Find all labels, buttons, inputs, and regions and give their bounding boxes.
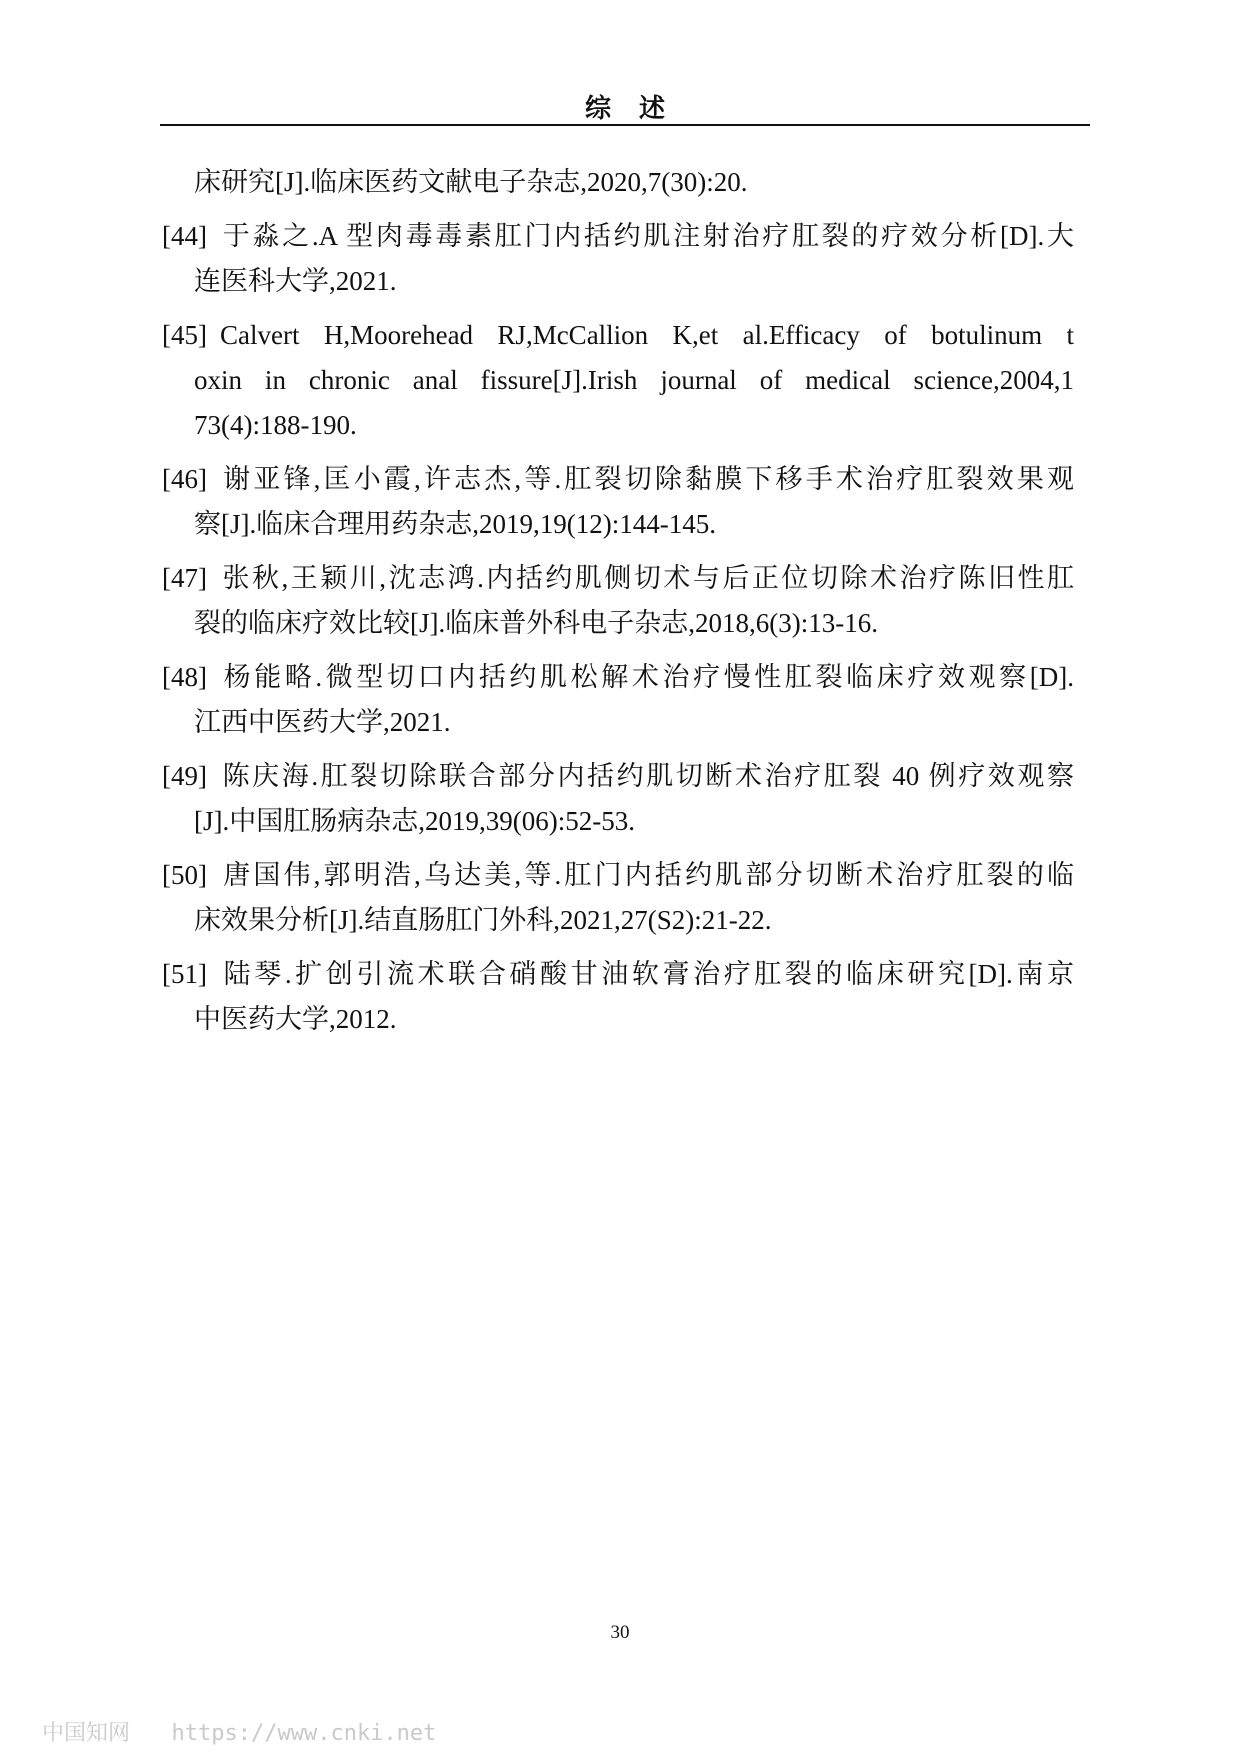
reference-line: 裂的临床疗效比较[J].临床普外科电子杂志,2018,6(3):13-16. bbox=[194, 608, 878, 638]
reference-line: 中医药大学,2012. bbox=[194, 1004, 397, 1034]
reference-continuation: 床研究[J].临床医药文献电子杂志,2020,7(30):20. bbox=[194, 167, 748, 197]
reference-line: 73(4):188-190. bbox=[194, 410, 357, 440]
reference-line: [J].中国肛肠病杂志,2019,39(06):52-53. bbox=[194, 806, 635, 836]
reference-number: [45] bbox=[162, 320, 207, 350]
reference-line bbox=[162, 952, 1074, 997]
cnki-watermark bbox=[42, 1716, 436, 1747]
reference-entry bbox=[162, 313, 1074, 448]
reference-entry bbox=[162, 556, 1074, 646]
reference-entries bbox=[162, 214, 1074, 1042]
reference-list bbox=[162, 160, 1074, 1051]
reference-text: 陆琴.扩创引流术联合硝酸甘油软膏治疗肛裂的临床研究[D].南京 bbox=[220, 959, 1074, 989]
reference-entry bbox=[162, 754, 1074, 844]
reference-text: 唐国伟,郭明浩,乌达美,等.肛门内括约肌部分切断术治疗肛裂的临 bbox=[220, 860, 1074, 890]
reference-line: oxin in chronic anal fissure[J].Irish journal of medical science,2004,1 bbox=[194, 365, 1074, 395]
reference-text: 张秋,王颖川,沈志鸿.内括约肌侧切术与后正位切除术治疗陈旧性肛 bbox=[220, 563, 1074, 593]
reference-text: 杨能略.微型切口内括约肌松解术治疗慢性肛裂临床疗效观察[D]. bbox=[220, 662, 1074, 692]
reference-line bbox=[162, 457, 1074, 502]
reference-number: [47] bbox=[162, 563, 207, 593]
reference-entry bbox=[162, 853, 1074, 943]
reference-number: [46] bbox=[162, 464, 207, 494]
watermark-brand: 中国知网 bbox=[42, 1721, 131, 1746]
reference-line: 连医科大学,2021. bbox=[194, 266, 397, 296]
reference-text: 谢亚锋,匡小霞,许志杰,等.肛裂切除黏膜下移手术治疗肛裂效果观 bbox=[220, 464, 1074, 494]
reference-line bbox=[162, 655, 1074, 700]
reference-text: Calvert H,Moorehead RJ,McCallion K,et al.Efficacy of botulinum t bbox=[220, 320, 1074, 350]
watermark-url: https://www.cnki.net bbox=[171, 1721, 437, 1746]
reference-entry bbox=[162, 655, 1074, 745]
header-title: 综述 bbox=[584, 94, 693, 124]
reference-line: 江西中医药大学,2021. bbox=[194, 707, 451, 737]
reference-line bbox=[162, 214, 1074, 259]
reference-line bbox=[162, 754, 1074, 799]
running-header bbox=[160, 86, 1090, 126]
reference-number: [49] bbox=[162, 761, 207, 791]
reference-line: 床效果分析[J].结直肠肛门外科,2021,27(S2):21-22. bbox=[194, 905, 772, 935]
reference-number: [48] bbox=[162, 662, 207, 692]
reference-text: 于淼之.A 型肉毒毒素肛门内括约肌注射治疗肛裂的疗效分析[D].大 bbox=[220, 221, 1074, 251]
reference-text: 陈庆海.肛裂切除联合部分内括约肌切断术治疗肛裂 40 例疗效观察 bbox=[220, 761, 1074, 791]
reference-entry bbox=[162, 214, 1074, 304]
reference-line: 察[J].临床合理用药杂志,2019,19(12):144-145. bbox=[194, 509, 716, 539]
reference-entry bbox=[162, 952, 1074, 1042]
reference-number: [50] bbox=[162, 860, 207, 890]
reference-entry bbox=[162, 457, 1074, 547]
reference-line bbox=[162, 313, 1074, 358]
reference-number: [44] bbox=[162, 221, 207, 251]
reference-line bbox=[162, 853, 1074, 898]
reference-line bbox=[162, 556, 1074, 601]
page-number: 30 bbox=[610, 1622, 630, 1643]
reference-number: [51] bbox=[162, 959, 207, 989]
